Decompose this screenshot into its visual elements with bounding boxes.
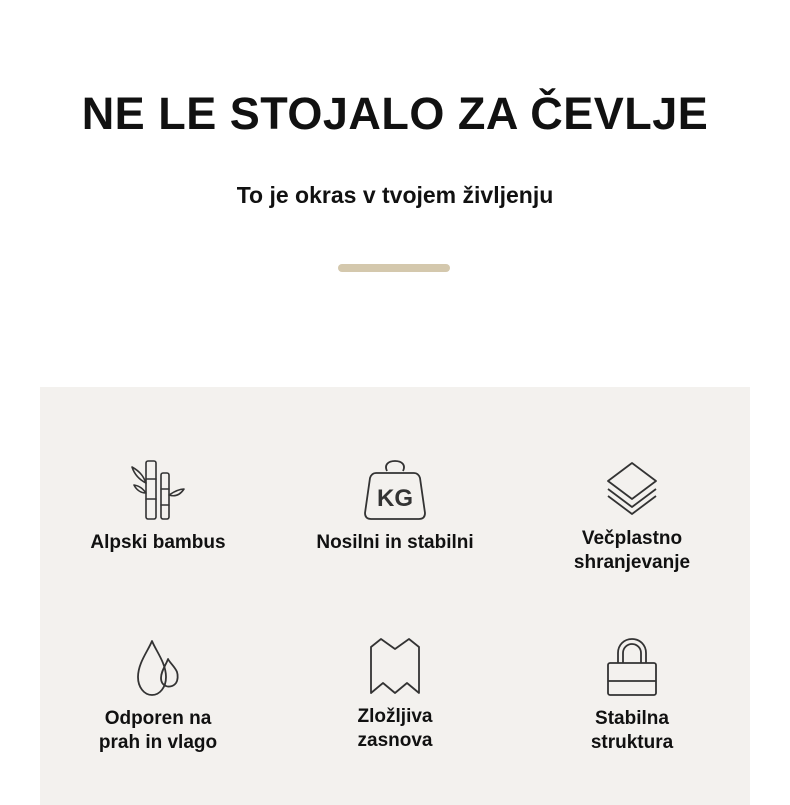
feature-label: Alpski bambus xyxy=(90,532,226,553)
kg-text: KG xyxy=(377,485,413,512)
layers-icon xyxy=(602,459,662,519)
feature-label: Večplastno shranjevanje xyxy=(573,528,691,573)
bamboo-icon xyxy=(128,459,188,523)
kg-weight-icon xyxy=(362,459,428,523)
feature-foldable-design xyxy=(277,637,513,753)
feature-label: Odporen na prah in vlago xyxy=(98,708,218,753)
features-panel xyxy=(40,387,750,805)
folding-icon xyxy=(367,637,423,697)
feature-stable-structure xyxy=(514,637,750,755)
feature-alpine-bamboo xyxy=(40,459,276,555)
page-title: NE LE STOJALO ZA ČEVLJE xyxy=(81,88,709,139)
hero-section xyxy=(0,0,790,387)
feature-load-bearing xyxy=(277,459,513,555)
feature-label: Stabilna struktura xyxy=(590,708,674,753)
padlock-icon xyxy=(604,637,660,699)
feature-label: Zložljiva zasnova xyxy=(357,706,433,751)
page-subtitle: To je okras v tvojem življenju xyxy=(236,182,554,208)
water-drops-icon xyxy=(128,637,188,699)
feature-dust-moisture-resistant xyxy=(40,637,276,755)
feature-multilevel-storage xyxy=(514,459,750,575)
accent-divider xyxy=(338,264,450,272)
feature-label: Nosilni in stabilni xyxy=(316,532,474,553)
